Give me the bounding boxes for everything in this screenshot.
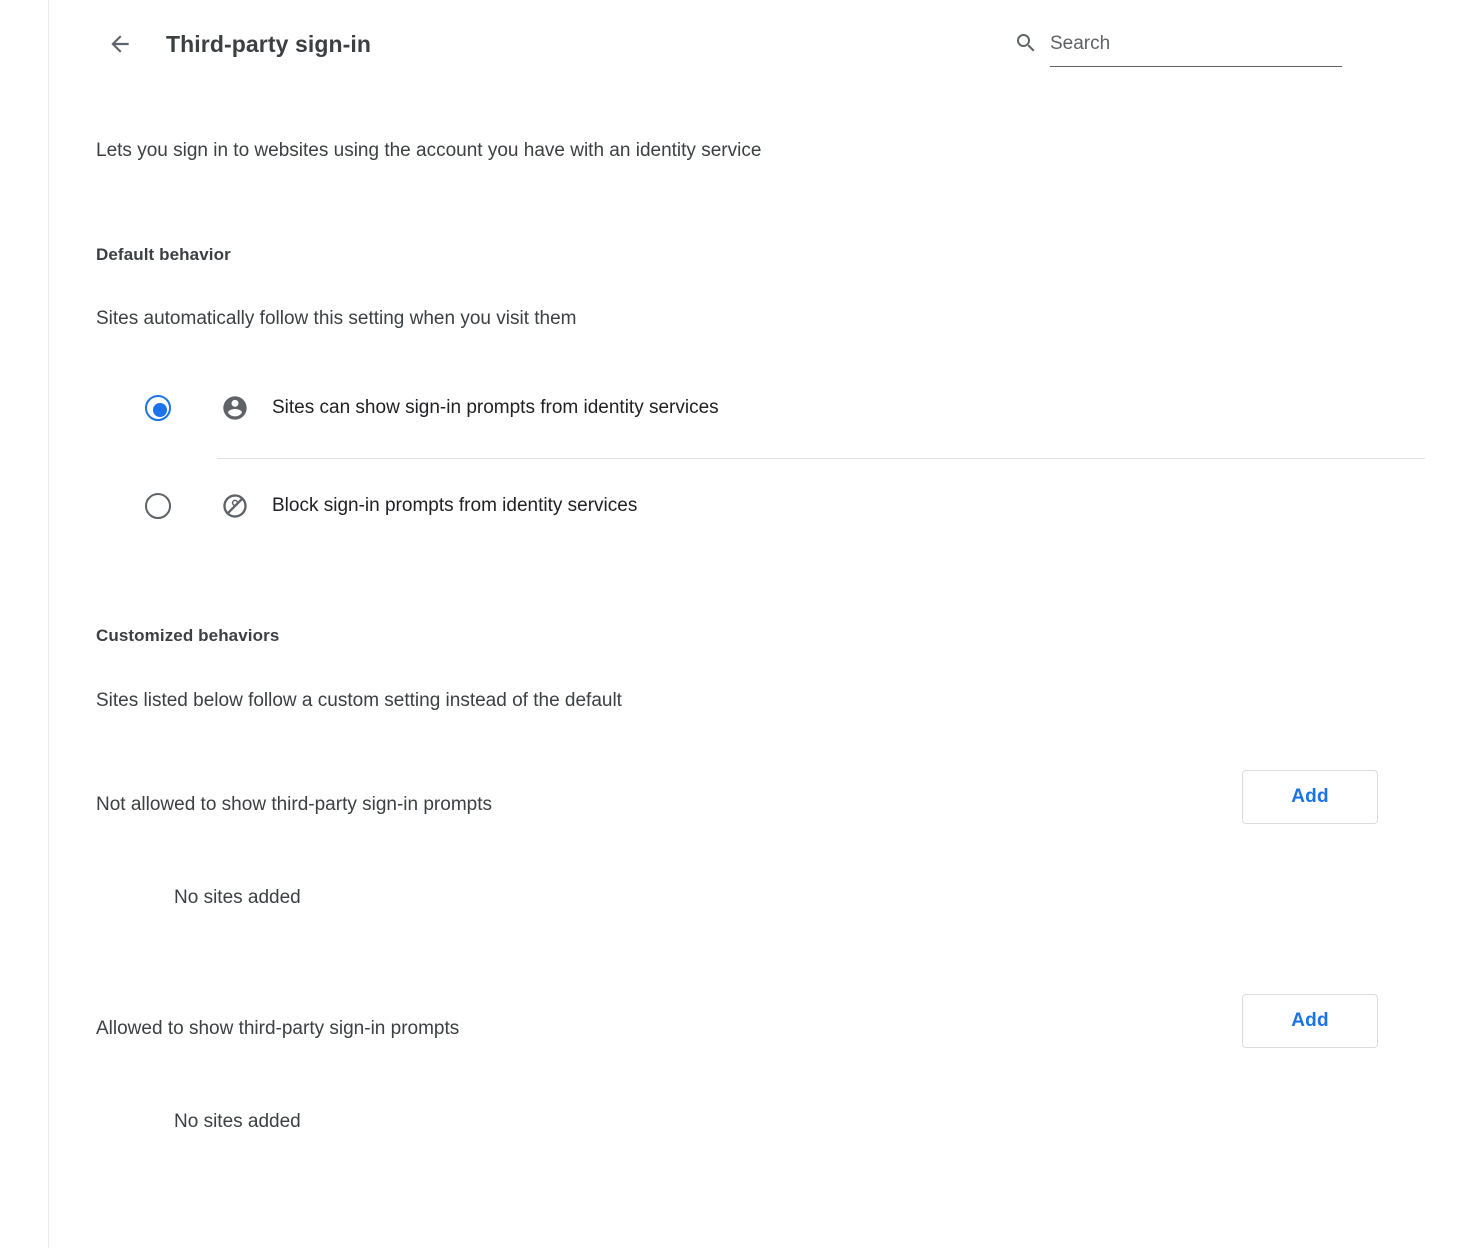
radio-divider [217, 458, 1425, 459]
search-icon[interactable] [1014, 31, 1038, 55]
radio-block-label: Block sign-in prompts from identity services [272, 495, 638, 516]
default-behavior-subtitle: Sites automatically follow this setting when you visit them [96, 308, 577, 329]
customized-behaviors-title: Customized behaviors [96, 626, 280, 645]
customized-behaviors-subtitle: Sites listed below follow a custom setting instead of the default [96, 690, 622, 711]
default-behavior-title: Default behavior [96, 245, 231, 264]
account-circle-icon [221, 394, 249, 422]
back-arrow-icon [107, 31, 133, 57]
radio-allow-indicator[interactable] [145, 395, 171, 421]
back-button[interactable] [96, 20, 144, 68]
radio-allow-label: Sites can show sign-in prompts from identity services [272, 397, 719, 418]
settings-card [49, 0, 1423, 1248]
add-allowed-site-button[interactable]: Add [1242, 994, 1378, 1048]
left-gutter [0, 0, 48, 1248]
blocked-list-label: Not allowed to show third-party sign-in prompts [96, 794, 493, 815]
allowed-list-label: Allowed to show third-party sign-in prompts [96, 1018, 460, 1039]
right-gutter [1423, 0, 1472, 1248]
intro-description: Lets you sign in to websites using the account you have with an identity service [96, 140, 762, 161]
search-input[interactable] [1050, 22, 1342, 67]
radio-allow-dot [153, 403, 167, 417]
page-header [49, 0, 1423, 88]
radio-option-allow[interactable] [96, 371, 1376, 445]
blocked-list-empty: No sites added [174, 887, 301, 908]
add-blocked-site-button[interactable]: Add [1242, 770, 1378, 824]
radio-option-block[interactable] [96, 469, 1376, 543]
account-blocked-icon [221, 492, 249, 520]
search-box [1014, 22, 1344, 68]
page-title: Third-party sign-in [166, 31, 372, 57]
radio-block-indicator[interactable] [145, 493, 171, 519]
allowed-list-empty: No sites added [174, 1111, 301, 1132]
